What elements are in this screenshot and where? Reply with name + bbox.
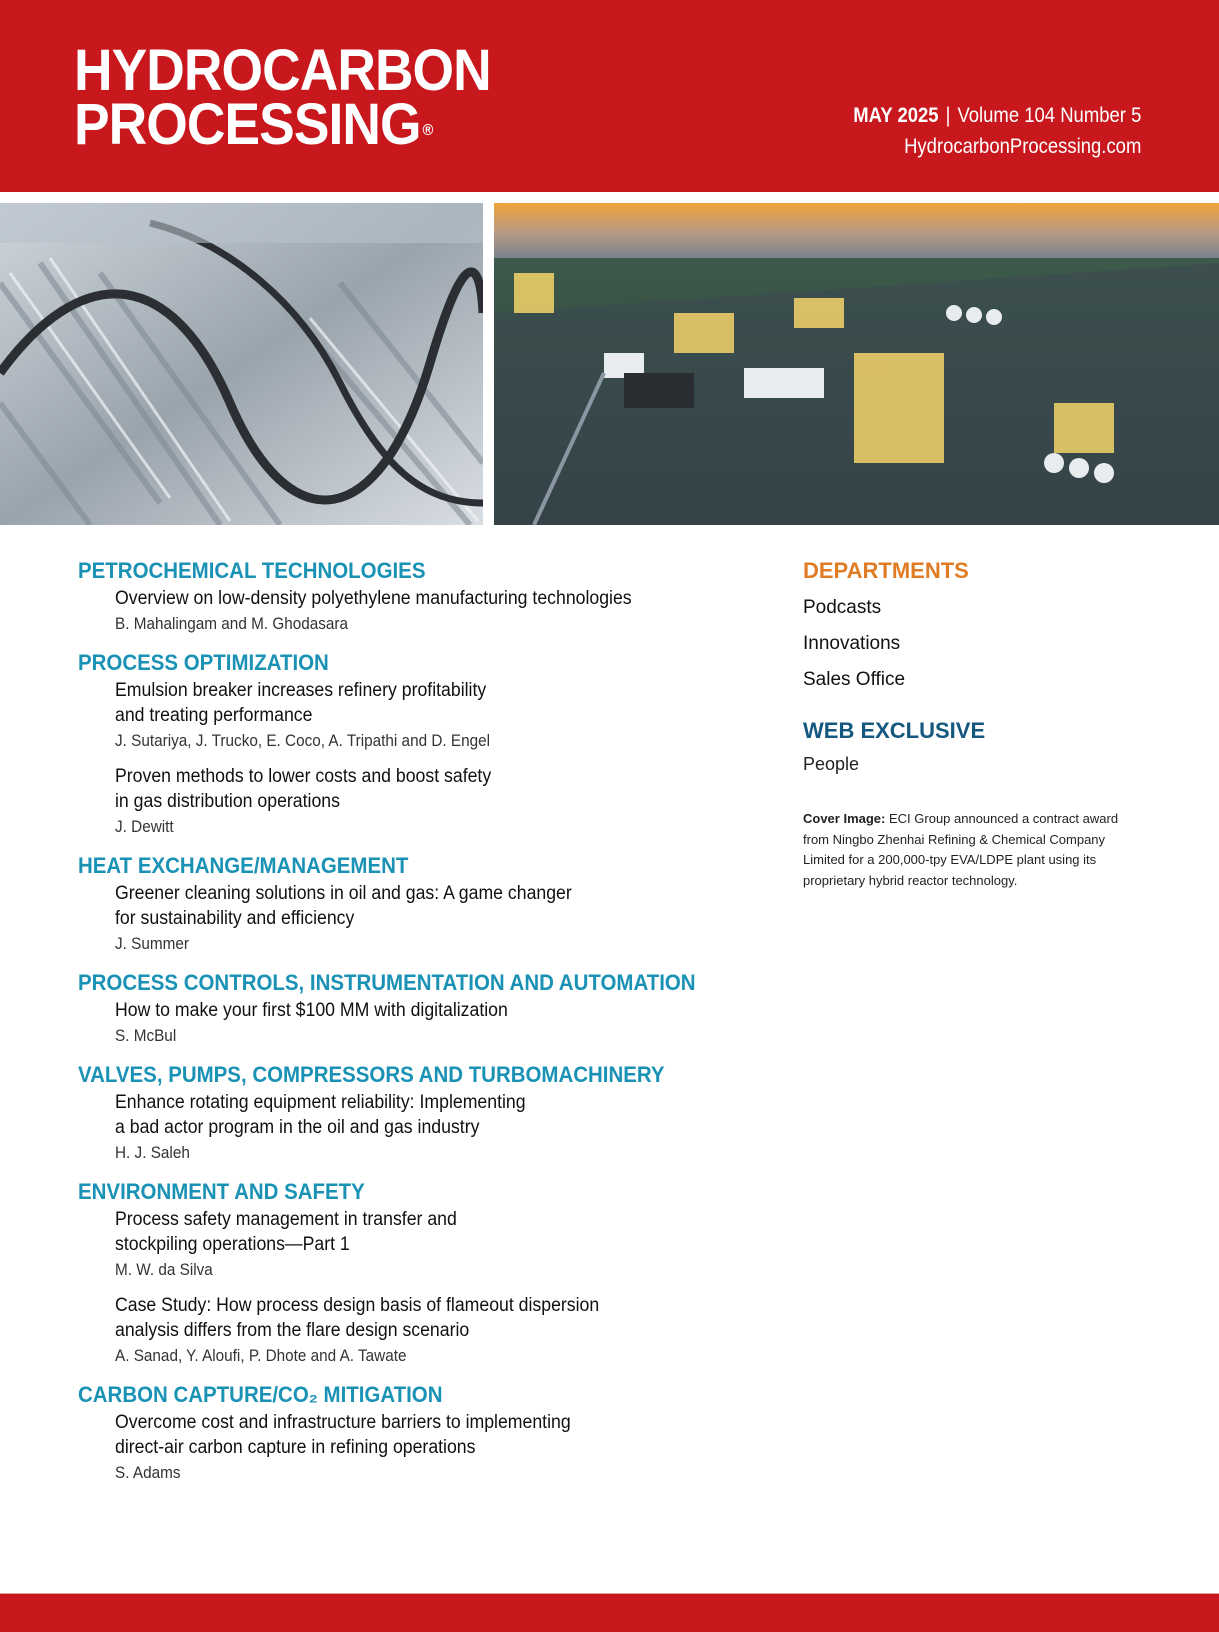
article-authors: S. McBul	[115, 1026, 177, 1045]
section-heading: HEAT EXCHANGE/MANAGEMENT	[78, 853, 409, 878]
article-title[interactable]: Enhance rotating equipment reliability: Implementing a bad actor program in the oil and gas industry	[115, 1092, 526, 1138]
table-of-contents	[78, 558, 798, 1499]
caption-text: ECI Group announced a contract award from Ningbo Zhenhai Refining & Chemical Company Limited for a 200,000-tpy EVA/LDPE plant using its proprietary hybrid reactor technology.	[803, 811, 1119, 888]
website-link[interactable]: HydrocarbonProcessing.com	[903, 135, 1141, 158]
web-exclusive-item-people[interactable]: People	[803, 754, 860, 774]
department-item-innovations[interactable]: Innovations	[803, 633, 901, 654]
section-heading: ENVIRONMENT AND SAFETY	[78, 1179, 365, 1204]
article-title[interactable]: Emulsion breaker increases refinery profitability and treating performance	[115, 680, 487, 726]
article-title[interactable]: Proven methods to lower costs and boost safety in gas distribution operations	[115, 766, 492, 812]
article-title[interactable]: Process safety management in transfer and stockpiling operations—Part 1	[115, 1209, 457, 1255]
issue-separator: |	[945, 104, 951, 127]
toc-section	[78, 1179, 798, 1368]
article-title[interactable]: How to make your first $100 MM with digitalization	[115, 1000, 508, 1021]
logo-line-2: PROCESSING	[74, 92, 421, 157]
sidebar	[803, 558, 1143, 891]
article-entry[interactable]	[115, 1207, 798, 1282]
article-entry[interactable]	[115, 1410, 798, 1485]
article-entry[interactable]	[115, 678, 798, 753]
section-heading: PROCESS OPTIMIZATION	[78, 650, 329, 675]
section-heading: VALVES, PUMPS, COMPRESSORS AND TURBOMACHINERY	[78, 1062, 665, 1087]
section-heading: PETROCHEMICAL TECHNOLOGIES	[78, 558, 426, 583]
toc-section	[78, 853, 798, 956]
issue-info	[853, 102, 1141, 161]
section-heading: CARBON CAPTURE/CO₂ MITIGATION	[78, 1382, 443, 1407]
toc-section	[78, 1382, 798, 1485]
toc-section	[78, 558, 798, 636]
article-authors: J. Dewitt	[115, 817, 174, 836]
department-item-sales-office[interactable]: Sales Office	[803, 669, 906, 690]
masthead	[0, 0, 1219, 192]
issue-volume: Volume 104 Number 5	[957, 104, 1141, 127]
article-entry[interactable]	[115, 764, 798, 839]
article-entry[interactable]	[115, 1090, 798, 1165]
article-entry[interactable]	[115, 998, 798, 1048]
refinery-aerial-photo	[494, 203, 1219, 525]
article-authors: M. W. da Silva	[115, 1260, 213, 1279]
department-item-podcasts[interactable]: Podcasts	[803, 597, 882, 618]
issue-date: MAY 2025	[852, 104, 939, 127]
footer-bar	[0, 1593, 1219, 1632]
article-authors: J. Sutariya, J. Trucko, E. Coco, A. Tripathi and D. Engel	[115, 731, 491, 750]
article-authors: S. Adams	[115, 1463, 181, 1482]
toc-section	[78, 650, 798, 839]
logo-line-1: HYDROCARBON	[74, 38, 491, 103]
article-title[interactable]: Overcome cost and infrastructure barriers to implementing direct-air carbon capture in refining operations	[115, 1412, 571, 1458]
article-authors: J. Summer	[115, 934, 189, 953]
departments-heading: DEPARTMENTS	[803, 558, 969, 583]
caption-label: Cover Image:	[803, 811, 886, 826]
registered-mark: ®	[422, 122, 433, 139]
toc-section	[78, 970, 798, 1048]
article-entry[interactable]	[115, 586, 798, 636]
article-title[interactable]: Case Study: How process design basis of flameout dispersion analysis differs from the flare design scenario	[115, 1295, 600, 1341]
article-entry[interactable]	[115, 1293, 798, 1368]
toc-section	[78, 1062, 798, 1165]
article-title[interactable]: Greener cleaning solutions in oil and gas: A game changer for sustainability and efficiency	[115, 883, 572, 929]
cover-image-caption	[803, 809, 1143, 891]
web-exclusive-heading: WEB EXCLUSIVE	[803, 718, 986, 743]
article-authors: A. Sanad, Y. Aloufi, P. Dhote and A. Tawate	[115, 1346, 407, 1365]
section-heading: PROCESS CONTROLS, INSTRUMENTATION AND AUTOMATION	[78, 970, 696, 995]
article-authors: B. Mahalingam and M. Ghodasara	[115, 614, 349, 633]
magazine-logo	[74, 38, 491, 157]
heat-exchanger-plate-photo	[0, 203, 483, 525]
article-authors: H. J. Saleh	[115, 1143, 190, 1162]
article-entry[interactable]	[115, 881, 798, 956]
article-title[interactable]: Overview on low-density polyethylene manufacturing technologies	[115, 588, 632, 609]
